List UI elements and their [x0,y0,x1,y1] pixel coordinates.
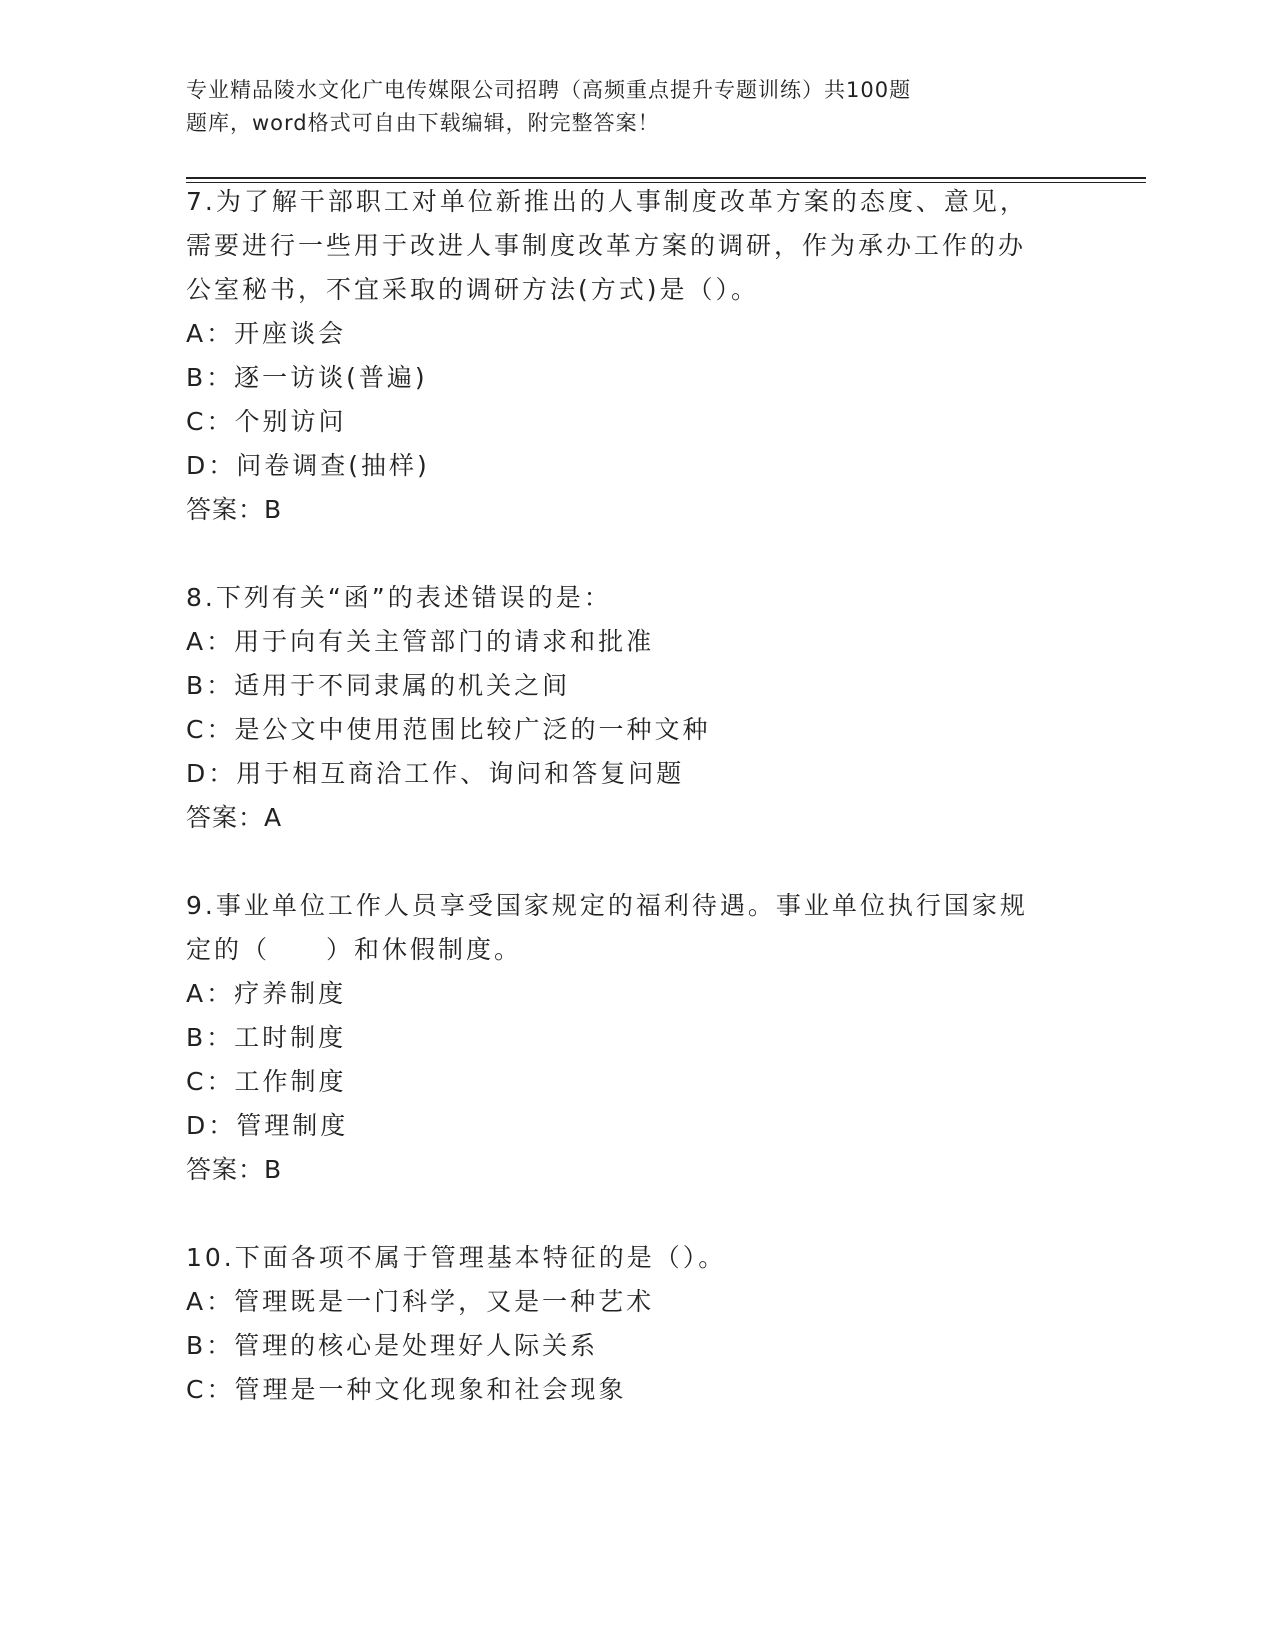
document-header [186,74,1146,140]
question-7-option-c: C：个别访问 [186,407,347,436]
question-7-option-b: B：逐一访谈(普遍) [186,363,428,392]
question-10-option-a: A：管理既是一门科学，又是一种艺术 [186,1287,655,1316]
header-line-1: 专业精品陵水文化广电传媒限公司招聘（高频重点提升专题训练）共100题 [186,78,912,102]
question-7-option-d: D：问卷调查(抽样) [186,451,430,480]
question-8-option-c: C：是公文中使用范围比较广泛的一种文种 [186,715,711,744]
question-7-option-a: A：开座谈会 [186,319,347,348]
question-7-stem-line-1: 7.为了解干部职工对单位新推出的人事制度改革方案的态度、意见， [186,187,1028,216]
question-9-answer: 答案：B [186,1155,283,1184]
question-7-stem-line-2: 需要进行一些用于改进人事制度改革方案的调研，作为承办工作的办 [186,231,1027,260]
question-9-stem-line-2: 定的（ ）和休假制度。 [186,935,523,964]
question-9-option-d: D：管理制度 [186,1111,349,1140]
question-9-option-b: B：工时制度 [186,1023,347,1052]
question-8-option-a: A：用于向有关主管部门的请求和批准 [186,627,655,656]
question-9-option-a: A：疗养制度 [186,979,347,1008]
question-8-answer: 答案：A [186,803,283,832]
question-9-stem-line-1: 9.事业单位工作人员享受国家规定的福利待遇。事业单位执行国家规 [186,891,1028,920]
question-8-option-b: B：适用于不同隶属的机关之间 [186,671,571,700]
question-8-stem-line-1: 8.下列有关“函”的表述错误的是： [186,583,612,612]
question-10-option-b: B：管理的核心是处理好人际关系 [186,1331,599,1360]
question-10-stem-line-1: 10.下面各项不属于管理基本特征的是（）。 [186,1243,727,1272]
header-line-2: 题库，word格式可自由下载编辑，附完整答案！ [186,111,660,135]
header-divider-thin [186,182,1146,183]
header-divider-thick [186,177,1146,179]
question-7-answer: 答案：B [186,495,283,524]
question-8-option-d: D：用于相互商洽工作、询问和答复问题 [186,759,685,788]
question-7-stem-line-3: 公室秘书，不宜采取的调研方法(方式)是（）。 [186,275,760,304]
question-10-option-c: C：管理是一种文化现象和社会现象 [186,1375,627,1404]
question-9-option-c: C：工作制度 [186,1067,347,1096]
